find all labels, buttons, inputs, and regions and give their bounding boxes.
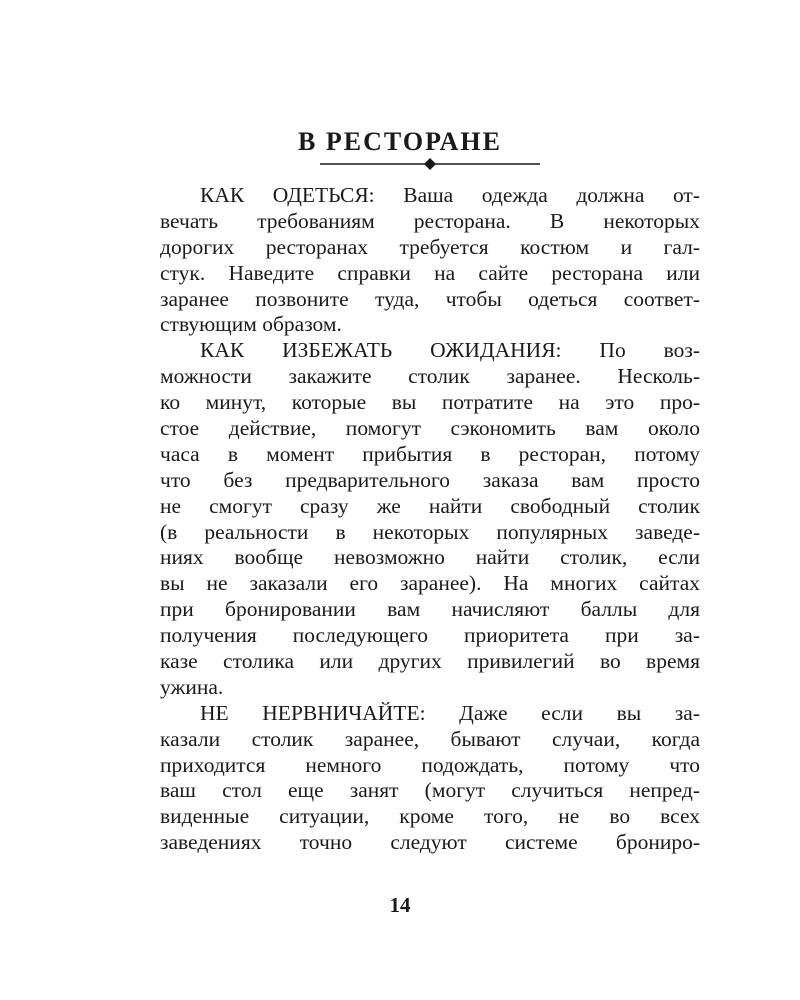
page-number: 14: [389, 893, 411, 917]
text-line: при бронировании вам начисляют баллы для: [160, 597, 700, 622]
text-line: вечать требованиям ресторана. В некоторых: [160, 208, 700, 233]
text-line: часа в момент прибытия в ресторан, потому: [160, 441, 700, 466]
text-line: НЕ НЕРВНИЧАЙТЕ: Даже если вы за-: [200, 700, 700, 725]
text-line: можности закажите столик заранее. Несколь-: [160, 364, 700, 389]
text-line: не смогут сразу же найти свободный столик: [160, 493, 700, 518]
text-line: ствующим образом.: [160, 312, 342, 337]
text-line: КАК ОДЕТЬСЯ: Ваша одежда должна от-: [200, 183, 700, 207]
text-line: вы не заказали его заранее). На многих сайтах: [160, 571, 700, 596]
text-line: виденные ситуации, кроме того, не во всех: [160, 804, 700, 829]
text-line: что без предварительного заказа вам просто: [160, 467, 700, 492]
text-line: заведениях точно следуют системе брониро-: [160, 830, 700, 855]
text-line: ужина.: [160, 674, 224, 699]
text-line: КАК ИЗБЕЖАТЬ ОЖИДАНИЯ: По воз-: [200, 338, 700, 363]
text-line: стук. Наведите справки на сайте ресторана или: [160, 260, 700, 285]
text-line: приходится немного подождать, потому что: [160, 752, 700, 777]
text-line: ваш стол еще занят (могут случиться непред-: [160, 778, 700, 803]
diamond-rule-icon: [320, 158, 540, 170]
text-line: казали столик заранее, бывают случаи, когда: [160, 726, 700, 751]
body-text: [160, 183, 700, 856]
text-line: дорогих ресторанах требуется костюм и гал-: [160, 234, 700, 259]
page-title: В РЕСТОРАНЕ: [298, 127, 502, 156]
text-line: получения последующего приоритета при за-: [160, 623, 700, 648]
text-line: казе столика или других привилегий во время: [160, 649, 700, 674]
text-line: ко минут, которые вы потратите на это про-: [160, 390, 700, 415]
text-line: стое действие, помогут сэкономить вам около: [160, 416, 700, 441]
text-line: (в реальности в некоторых популярных заведе-: [160, 519, 700, 544]
text-line: ниях вообще невозможно найти столик, если: [160, 545, 700, 570]
text-line: заранее позвоните туда, чтобы одеться соответ-: [160, 286, 700, 311]
